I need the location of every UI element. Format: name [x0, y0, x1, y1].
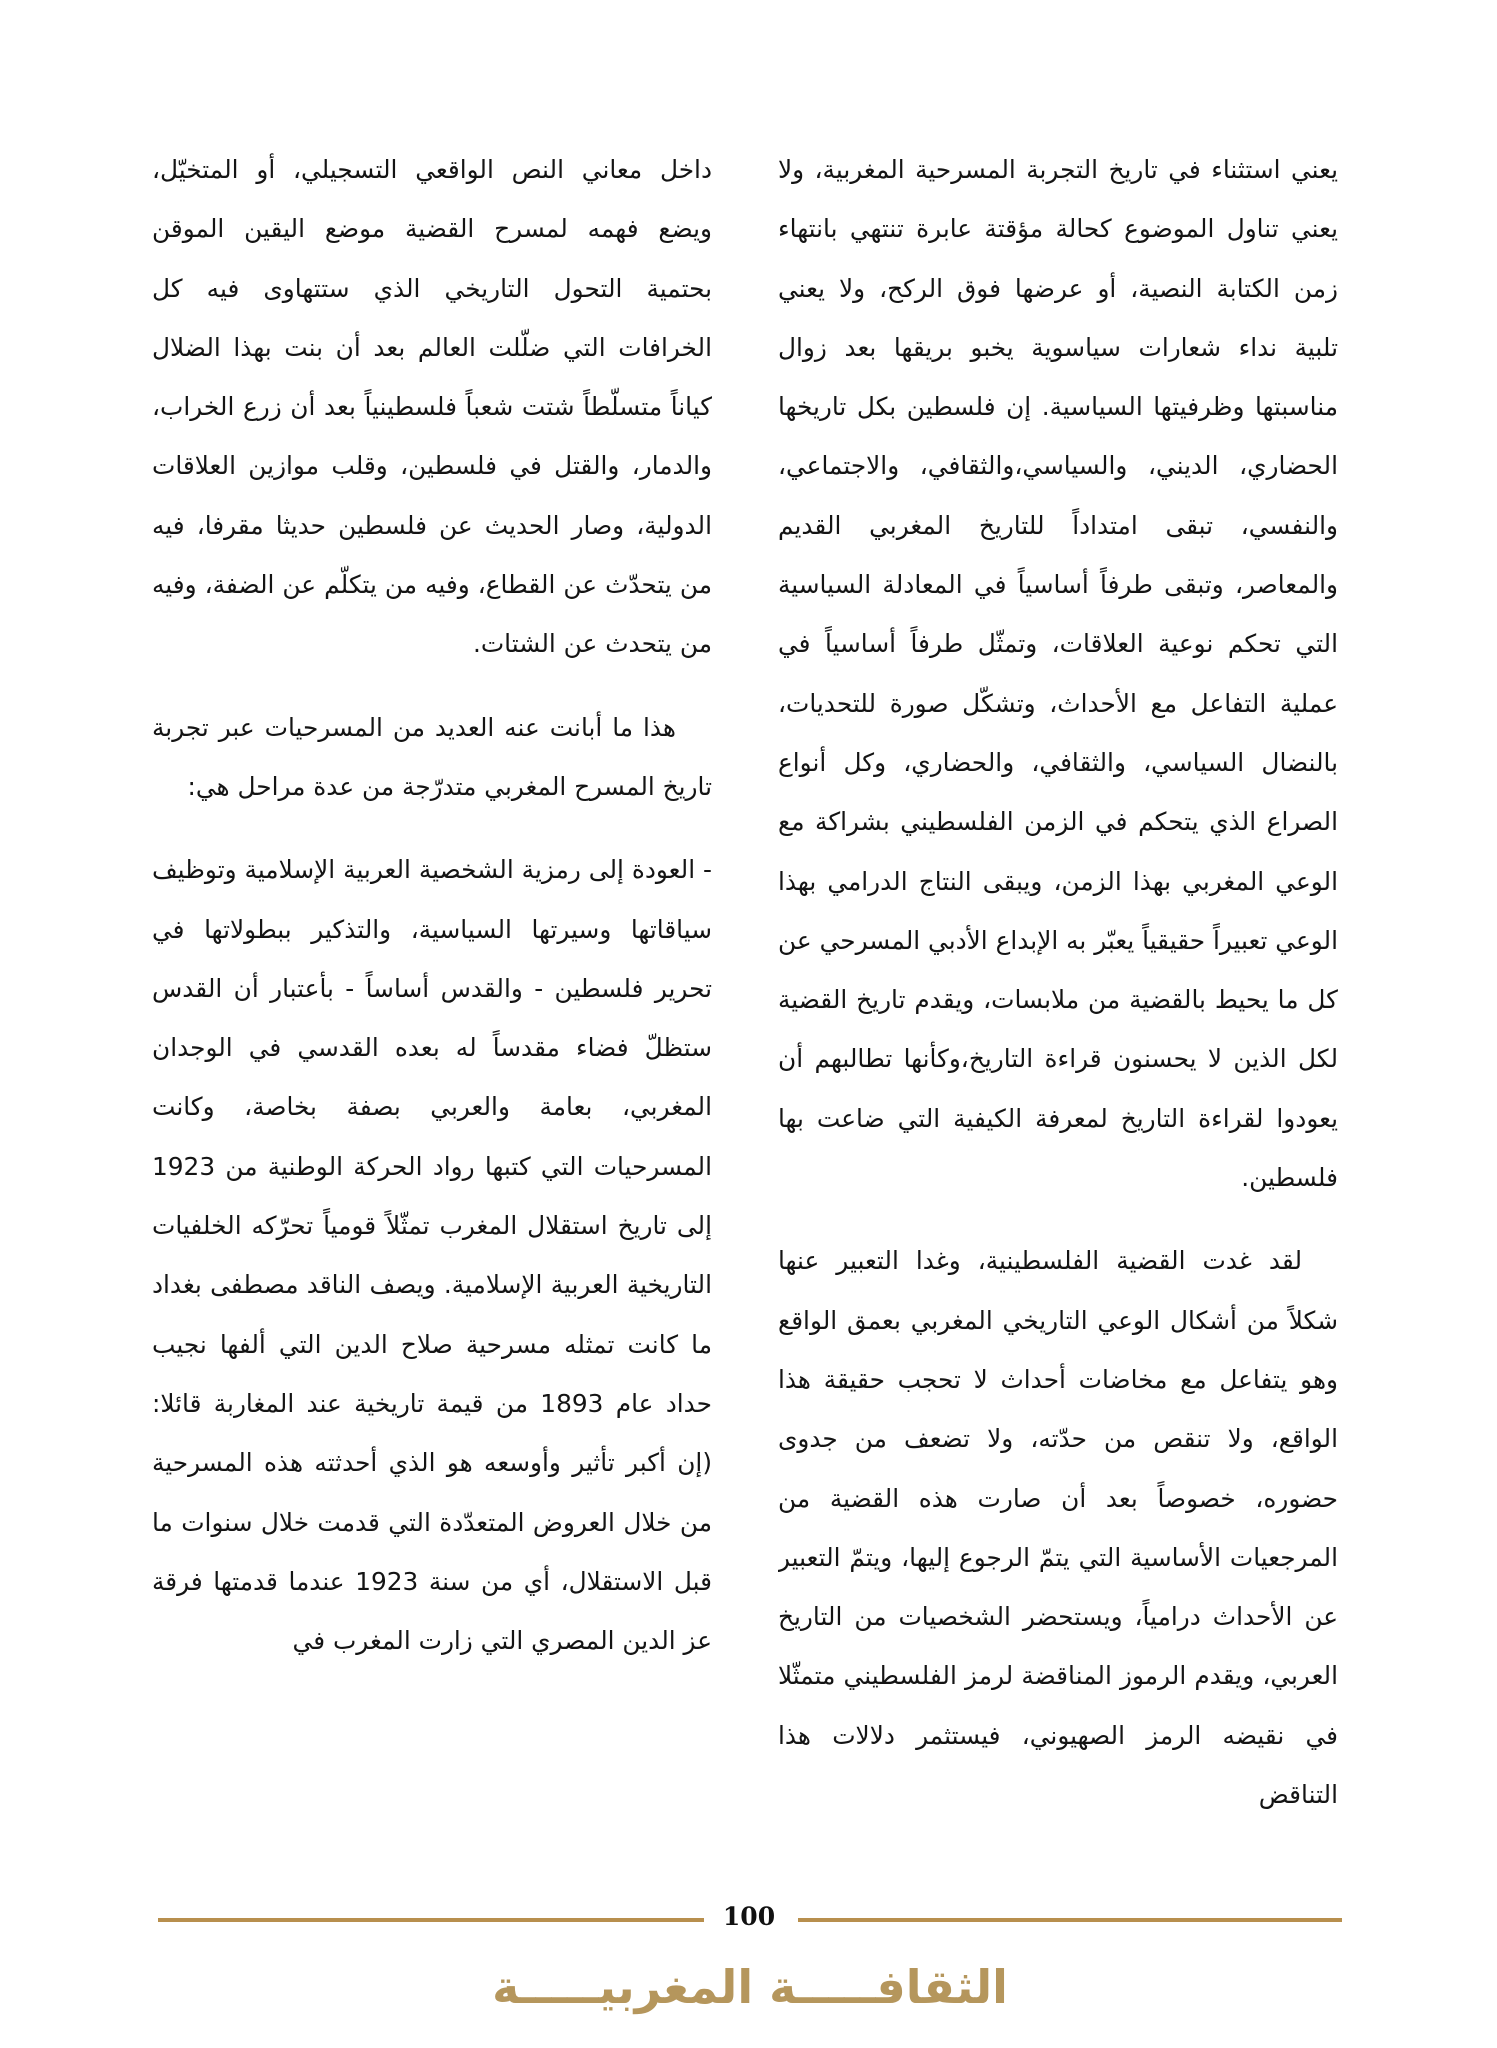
footer-divider-left — [158, 1918, 704, 1922]
left-text-column — [152, 140, 712, 1900]
paragraph: - العودة إلى رمزية الشخصية العربية الإسلامية وتوظيف سياقاتها وسيرتها السياسية، والتذكير ببطولاتها في تحرير فلسطين - والقدس أساساً - بأعتبار أن القدس ستظلّ فضاء مقدساً له بعده القدسي في الوجدان المغربي، بعامة والعربي بصفة بخاصة، وكانت المسرحيات التي كتبها رواد الحركة الوطنية من 1923 إلى تاريخ استقلال المغرب تمثّلاً قومياً تحرّكه الخلفيات التاريخية العربية الإسلامية. ويصف الناقد مصطفى بغداد ما كانت تمثله مسرحية صلاح الدين التي ألفها نجيب حداد عام 1893 من قيمة تاريخية عند المغاربة قائلا: (إن أكبر تأثير وأوسعه هو الذي أحدثته هذه المسرحية من خلال العروض المتعدّدة التي قدمت خلال سنوات ما قبل الاستقلال، أي من سنة 1923 عندما قدمتها فرقة عز الدين المصري التي زارت المغرب في — [152, 855, 712, 1656]
paragraph: هذا ما أبانت عنه العديد من المسرحيات عبر تجربة تاريخ المسرح المغربي متدرّجة من عدة مراحل هي: — [152, 712, 712, 801]
page-number: 100 — [722, 1902, 776, 1931]
right-text-column — [778, 140, 1338, 1900]
paragraph: لقد غدت القضية الفلسطينية، وغدا التعبير عنها شكلاً من أشكال الوعي التاريخي المغربي بعمق الواقع وهو يتفاعل مع مخاضات أحداث لا تحجب حقيقة هذا الواقع، ولا تنقص من حدّته، ولا تضعف من جدوى حضوره، خصوصاً بعد أن صارت هذه القضية من المرجعيات الأساسية التي يتمّ الرجوع إليها، ويتمّ التعبير عن الأحداث درامياً، ويستحضر الشخصيات من التاريخ العربي، ويقدم الرموز المناقضة لرمز الفلسطيني متمثّلا في نقيضه الرمز الصهيوني، فيستثمر دلالات هذا التناقض — [778, 1246, 1338, 1810]
paragraph: داخل معاني النص الواقعي التسجيلي، أو المتخيّل، ويضع فهمه لمسرح القضية موضع اليقين الموقن بحتمية التحول التاريخي الذي ستتهاوى فيه كل الخرافات التي ضلّلت العالم بعد أن بنت بهذا الضلال كياناً متسلّطاً شتت شعباً فلسطينياً بعد أن زرع الخراب، والدمار، والقتل في فلسطين، وقلب موازين العلاقات الدولية، وصار الحديث عن فلسطين حديثا مقرفا، فيه من يتحدّث عن القطاع، وفيه من يتكلّم عن الضفة، وفيه من يتحدث عن الشتات. — [152, 155, 712, 659]
magazine-title-logo: الثقافـــــة المغربيـــــة — [492, 1960, 1008, 2014]
footer-divider-right — [798, 1918, 1342, 1922]
paragraph: يعني استثناء في تاريخ التجربة المسرحية المغربية، ولا يعني تناول الموضوع كحالة مؤقتة عابرة تنتهي بانتهاء زمن الكتابة النصية، أو عرضها فوق الركح، ولا يعني تلبية نداء شعارات سياسوية يخبو بريقها بعد زوال مناسبتها وظرفيتها السياسية. إن فلسطين بكل تاريخها الحضاري، الديني، والسياسي،والثقافي، والاجتماعي، والنفسي، تبقى امتداداً للتاريخ المغربي القديم والمعاصر، وتبقى طرفاً أساسياً في المعادلة السياسية التي تحكم نوعية العلاقات، وتمثّل طرفاً أساسياً في عملية التفاعل مع الأحداث، وتشكّل صورة للتحديات، بالنضال السياسي، والثقافي، والحضاري، وكل أنواع الصراع الذي يتحكم في الزمن الفلسطيني بشراكة مع الوعي المغربي بهذا الزمن، ويبقى النتاج الدرامي بهذا الوعي تعبيراً حقيقياً يعبّر به الإبداع الأدبي المسرحي عن كل ما يحيط بالقضية من ملابسات، ويقدم تاريخ القضية لكل الذين لا يحسنون قراءة التاريخ،وكأنها تطالبهم أن يعودوا لقراءة التاريخ لمعرفة الكيفية التي ضاعت بها فلسطين. — [778, 155, 1338, 1193]
